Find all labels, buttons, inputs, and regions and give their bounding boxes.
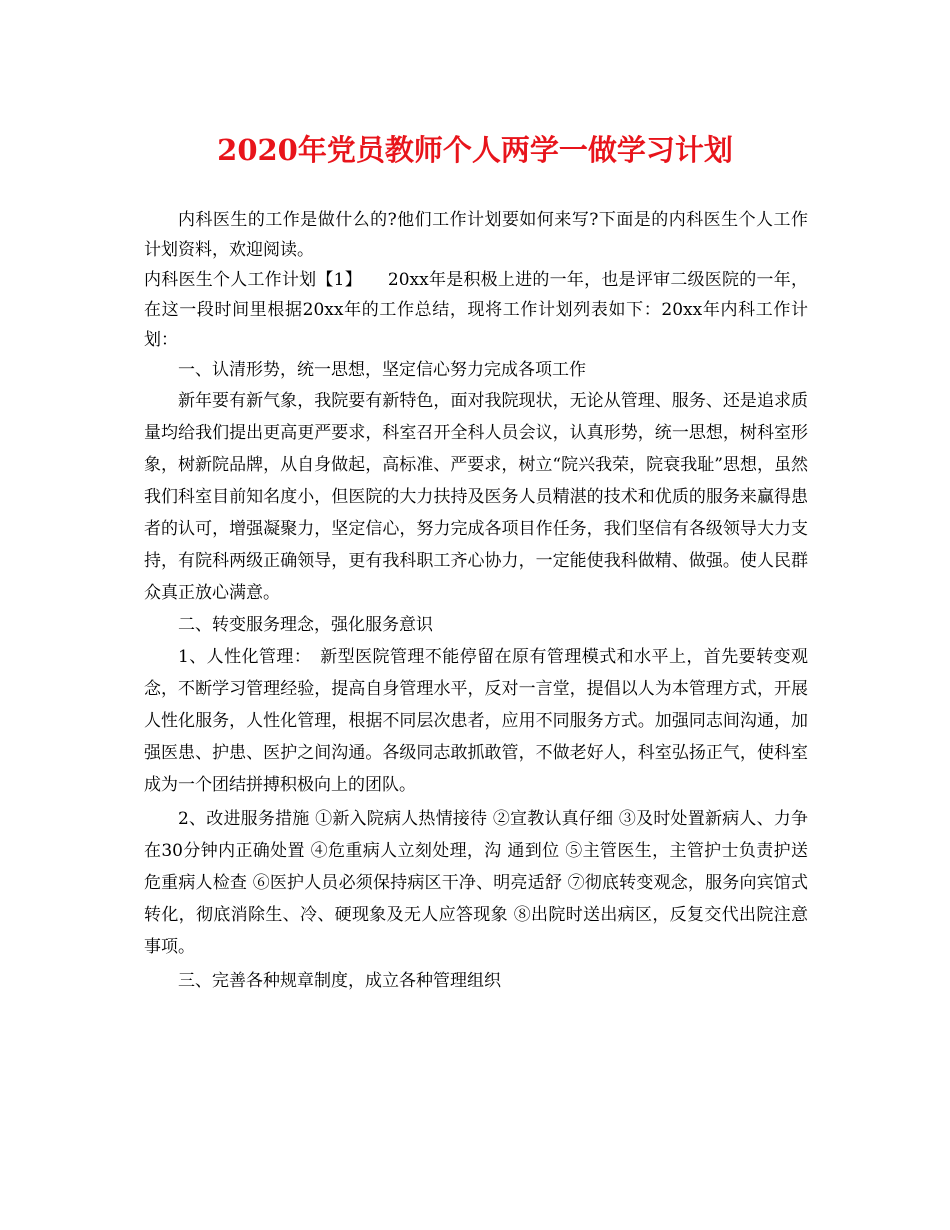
section-heading-1: 一、认清形势，统一思想，坚定信心努力完成各项工作 — [178, 360, 586, 380]
paragraph-plan-heading: 内科医生个人工作计划【1】 20xx年是积极上进的一年，也是评审二级医院的一年，在这一段时间里根据20xx年的工作总结，现将工作计划列表如下：20xx年内科工作计划： — [144, 270, 808, 350]
section-heading-2: 二、转变服务理念，强化服务意识 — [178, 615, 433, 635]
paragraph-humanized-management: 1、人性化管理： 新型医院管理不能停留在原有管理模式和水平上，首先要转变观念，不断学习管理经验，提高自身管理水平，反对一言堂，提倡以人为本管理方式，开展人性化服务，人性化管理，根据不同层次患者，应用不同服务方式。加强同志间沟通，加强医患、护患、医护之间沟通。各级同志敢抓敢管，不做老好人，科室弘扬正气，使科室成为一个团结拼搏积极向上的团队。 — [144, 647, 808, 795]
document-title: 2020年党员教师个人两学一做学习计划 — [217, 133, 733, 167]
section-heading-3: 三、完善各种规章制度，成立各种管理组织 — [178, 971, 501, 991]
paragraph-intro: 内科医生的工作是做什么的?他们工作计划要如何来写?下面是的内科医生个人工作计划资料，欢迎阅读。 — [144, 210, 808, 260]
paragraph-section-1: 新年要有新气象，我院要有新特色，面对我院现状，无论从管理、服务、还是追求质量均给我们提出更高更严要求，科室召开全科人员会议，认真形势，统一思想，树科室形象，树新院品牌，从自身做起，高标准、严要求，树立“院兴我荣，院衰我耻”思想，虽然我们科室目前知名度小，但医院的大力扶持及医务人员精湛的技术和优质的服务来赢得患者的认可，增强凝聚力，坚定信心，努力完成各项目作任务，我们坚信有各级领导大力支持，有院科两级正确领导，更有我科职工齐心协力，一定能使我科做精、做强。使人民群众真正放心满意。 — [144, 391, 808, 603]
paragraph-service-measures: 2、改进服务措施 ①新入院病人热情接待 ②宣教认真仔细 ③及时处置新病人、力争在30分钟内正确处置 ④危重病人立刻处理，沟 通到位 ⑤主管医生，主管护士负责护送危重病人检查 ⑥医护人员必须保持病区干净、明亮适舒 ⑦彻底转变观念，服务向宾馆式转化，彻底消除生、冷、硬现象及无人应答现象 ⑧出院时送出病区，反复交代出院注意事项。 — [144, 809, 808, 957]
document-body — [144, 205, 808, 997]
